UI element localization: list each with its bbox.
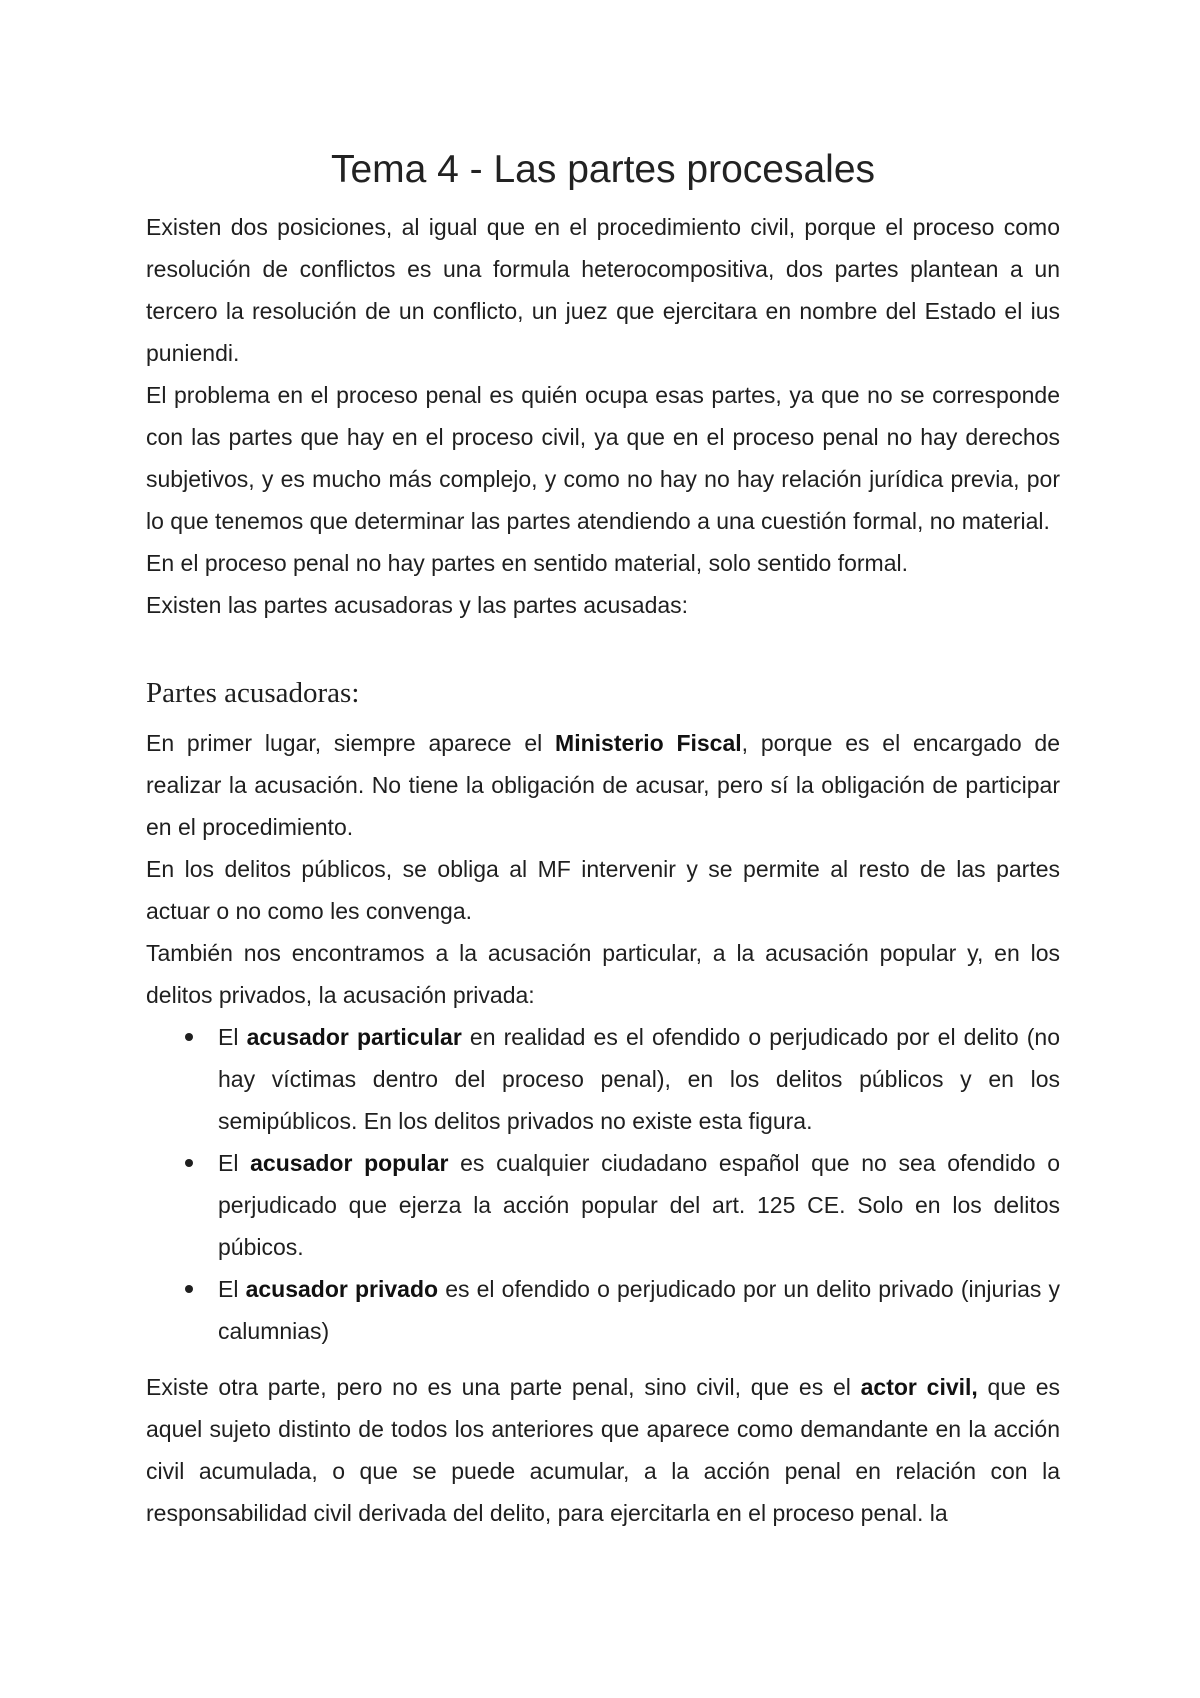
intro-paragraph-1: Existen dos posiciones, al igual que en el procedimiento civil, porque el proceso como resolución de conflictos es una formula heterocompositiva, dos partes plantean a un tercero la resolución de un conflicto, un juez que ejercitara en nombre del Estado el ius puniendi. (146, 214, 1060, 366)
bold-term: acusador popular (250, 1150, 449, 1176)
section-paragraph-2: En los delitos públicos, se obliga al MF intervenir y se permite al resto de las partes actuar o no como les convenga. (146, 856, 1060, 924)
text-run: El (218, 1276, 246, 1302)
document-title: Tema 4 - Las partes procesales (330, 148, 876, 191)
text-run: En primer lugar, siempre aparece el (146, 730, 556, 756)
text-run: que es aquel sujeto distinto de todos los anteriores que aparece como demandante en la acción civil acumulada, o que se puede acumular, a la acción penal en relación con la responsabilidad civil derivada del delito, para ejercitarla en el proceso penal. la (146, 1374, 1060, 1526)
text-run: , porque es el encargado de realizar la acusación. No tiene la obligación de acusar, pero sí la obligación de participar en el procedimiento. (146, 730, 1061, 840)
bold-term: actor civil, (860, 1374, 978, 1400)
bold-term: acusador privado (245, 1276, 439, 1302)
section-paragraph-1 (146, 722, 1060, 848)
section-paragraph-4 (146, 1366, 1060, 1534)
text-run: es el ofendido o perjudicado por un delito privado (injurias y calumnias) (218, 1276, 1060, 1344)
bullet-icon (185, 1285, 193, 1293)
list-item (218, 1268, 1060, 1352)
document-page (146, 0, 1060, 1534)
intro-paragraph-2: El problema en el proceso penal es quién ocupa esas partes, ya que no se corresponde con las partes que hay en el proceso civil, ya que en el proceso penal no hay derechos subjetivos, y es mucho más complejo, y como no hay no hay relación jurídica previa, por lo que tenemos que determinar las partes atendiendo a una cuestión formal, no material. (146, 382, 1060, 534)
bold-term: acusador particular (246, 1024, 462, 1050)
intro-paragraph-3: En el proceso penal no hay partes en sentido material, solo sentido formal. (146, 550, 908, 576)
text-run: en realidad es el ofendido o perjudicado por el delito (no hay víctimas dentro del proceso penal), en los delitos públicos y en los semipúblicos. En los delitos privados no existe esta figura. (218, 1024, 1061, 1134)
text-run: Existe otra parte, pero no es una parte penal, sino civil, que es el (146, 1374, 861, 1400)
text-run: es cualquier ciudadano español que no sea ofendido o perjudicado que ejerza la acción popular del art. 125 CE. Solo en los delitos púbicos. (218, 1150, 1060, 1260)
intro-paragraph-4: Existen las partes acusadoras y las partes acusadas: (146, 592, 689, 618)
bullet-list (146, 1016, 1060, 1352)
list-item (218, 1142, 1060, 1268)
bullet-icon (185, 1159, 193, 1167)
document-body (146, 206, 1060, 1534)
bold-term: Ministerio Fiscal (555, 730, 742, 756)
text-run: El (218, 1150, 251, 1176)
text-run: El (218, 1024, 247, 1050)
section-paragraph-3: También nos encontramos a la acusación particular, a la acusación popular y, en los delitos privados, la acusación privada: (146, 940, 1060, 1008)
section-heading: Partes acusadoras: (146, 677, 360, 709)
bullet-icon (185, 1033, 193, 1041)
list-item (218, 1016, 1060, 1142)
